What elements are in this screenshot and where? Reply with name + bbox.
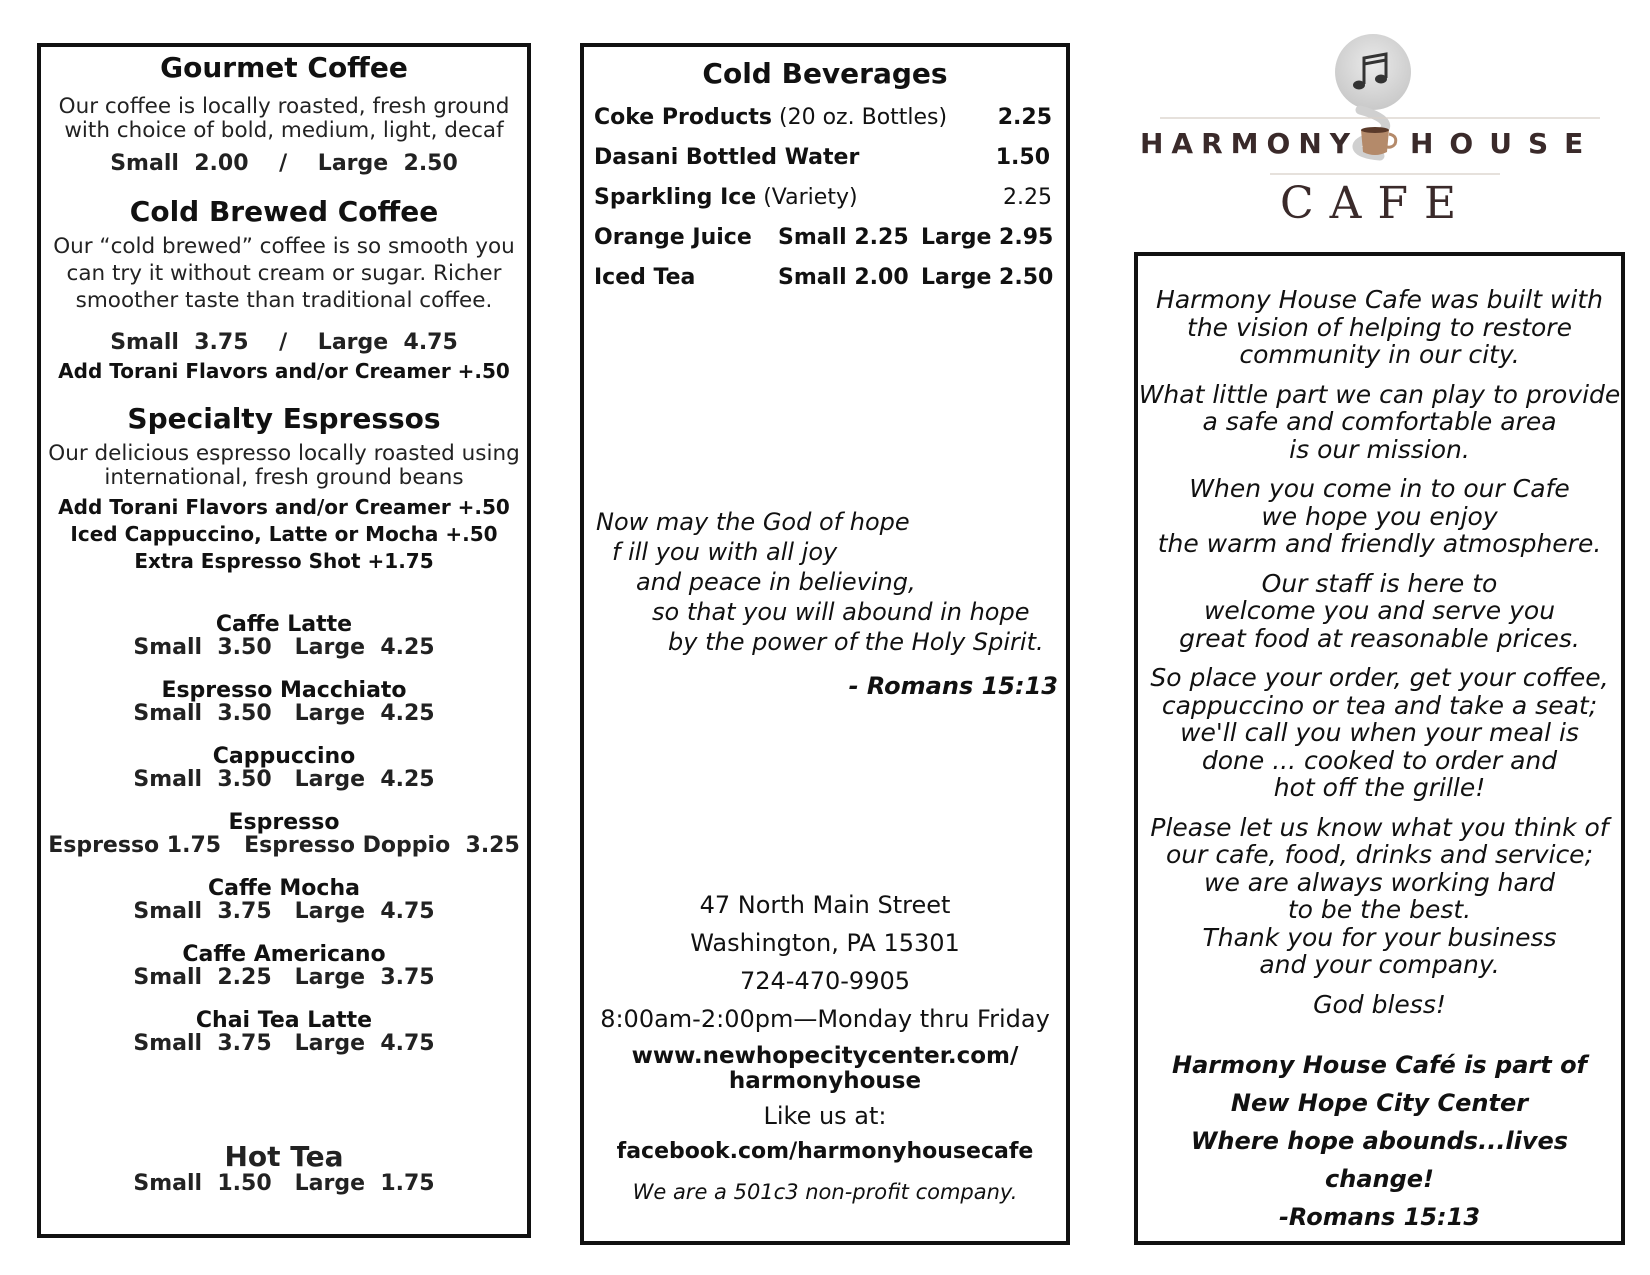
gourmet-coffee-title: Gourmet Coffee	[160, 51, 408, 84]
mission-statement	[1138, 286, 1621, 1030]
hot-tea-section	[41, 1142, 527, 1196]
mission-paragraph: What little part we can play to provide a safe and comfortable area is our mission.	[1138, 379, 1621, 464]
gourmet-coffee-description: Our coffee is locally roasted, fresh ground with choice of bold, medium, light, decaf	[58, 94, 510, 143]
mission-paragraph: Our staff is here to welcome you and serve you great food at reasonable prices.	[1179, 568, 1580, 653]
list-item: Cappuccino Small 3.50 Large 4.25	[133, 744, 435, 792]
cold-brew-description: Our “cold brewed” coffee is so smooth you can try it without cream or sugar. Richer smoother taste than traditional coffee.	[53, 234, 515, 313]
mission-panel	[1134, 252, 1625, 1245]
coffee-menu-panel	[37, 43, 531, 1238]
table-row: Coke Products (20 oz. Bottles) 2.25	[594, 105, 1052, 130]
table-row: Iced Tea Small 2.00 Large 2.50	[594, 265, 1054, 290]
list-item: Caffe Mocha Small 3.75 Large 4.75	[133, 876, 435, 924]
cold-beverages-panel	[580, 43, 1070, 1245]
new-hope-footer: Harmony House Café is part of New Hope City Center Where hope abounds...lives change! -Romans 15:13	[1172, 1051, 1587, 1231]
espresso-addons: Add Torani Flavors and/or Creamer +.50 Iced Cappuccino, Latte or Mocha +.50 Extra Espresso Shot +1.75	[58, 495, 510, 573]
espresso-items-list	[41, 614, 527, 1056]
nonprofit-note: We are a 501c3 non-profit company.	[632, 1180, 1018, 1204]
specialty-espressos-description: Our delicious espresso locally roasted using international, fresh ground beans	[48, 441, 520, 490]
list-item: Espresso Espresso 1.75 Espresso Doppio 3.25	[48, 810, 520, 858]
logo-harmony-text: HARMONY	[1140, 127, 1359, 160]
list-item: Espresso Macchiato Small 3.50 Large 4.25	[133, 678, 435, 726]
specialty-espressos-section	[41, 404, 527, 575]
gourmet-coffee-prices: Small 2.00 / Large 2.50	[110, 151, 458, 176]
mission-paragraph: Please let us know what you think of our cafe, food, drinks and service; we are always working hard to be the best. Thank you for your business and your company.	[1150, 812, 1609, 979]
mission-closing: God bless!	[1313, 989, 1446, 1019]
cold-beverages-title: Cold Beverages	[702, 57, 948, 90]
phone-number: 724-470-9905	[739, 967, 910, 995]
business-hours: 8:00am-2:00pm—Monday thru Friday	[600, 1005, 1050, 1033]
list-item: Caffe Latte Small 3.50 Large 4.25	[133, 612, 435, 660]
mission-paragraph: Harmony House Cafe was built with the vision of helping to restore community in our city.	[1156, 285, 1603, 369]
website-link[interactable]: www.newhopecitycenter.com/ harmonyhouse	[631, 1043, 1019, 1094]
bible-verse: Now may the God of hope f ill you with all joy and peace in believing, so that you will abound in hope by the power of the Holy Spirit.	[596, 508, 1044, 656]
table-row: Orange Juice Small 2.25 Large 2.95	[594, 225, 1054, 250]
hot-tea-prices: Small 1.50 Large 1.75	[133, 1171, 435, 1196]
specialty-espressos-title: Specialty Espressos	[127, 402, 441, 435]
like-us-label: Like us at:	[763, 1102, 887, 1130]
list-item: Caffe Americano Small 2.25 Large 3.75	[133, 942, 435, 990]
cold-brew-prices: Small 3.75 / Large 4.75	[110, 330, 458, 355]
address-city: Washington, PA 15301	[690, 929, 960, 957]
address-street: 47 North Main Street	[699, 891, 951, 919]
logo-cafe-text: CAFE	[1280, 178, 1473, 229]
logo-house-text: HOUSE	[1410, 127, 1600, 160]
gourmet-coffee-section	[41, 53, 527, 177]
contact-info	[584, 886, 1066, 1214]
mission-paragraph: When you come in to our Cafe we hope you enjoy the warm and friendly atmosphere.	[1157, 474, 1602, 558]
facebook-link[interactable]: facebook.com/harmonyhousecafe	[616, 1139, 1034, 1164]
table-row: Sparkling Ice (Variety) 2.25	[594, 185, 1052, 210]
list-item: Chai Tea Latte Small 3.75 Large 4.75	[133, 1008, 435, 1056]
harmony-house-logo	[1140, 30, 1620, 240]
cold-brew-title: Cold Brewed Coffee	[129, 195, 439, 228]
cold-brew-section	[41, 197, 527, 385]
verse-reference: - Romans 15:13	[848, 672, 1058, 700]
mission-paragraph: So place your order, get your coffee, cappuccino or tea and take a seat; we'll call you when your meal is done ... cooked to order and hot off the grille!	[1150, 663, 1609, 802]
cold-brew-addon: Add Torani Flavors and/or Creamer +.50	[58, 359, 510, 383]
table-row: Dasani Bottled Water 1.50	[594, 145, 1050, 170]
hot-tea-title: Hot Tea	[224, 1140, 344, 1173]
